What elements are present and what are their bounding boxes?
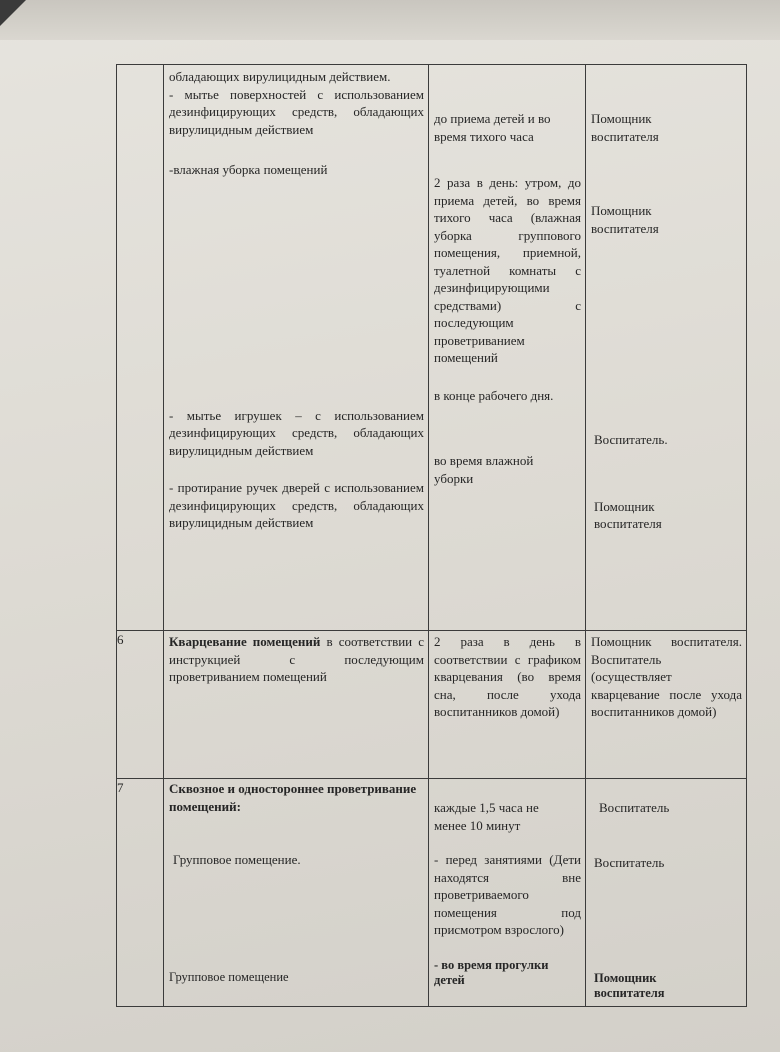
dark-corner (0, 0, 26, 26)
timing-cell (429, 65, 586, 631)
table-row (117, 631, 747, 779)
timing-text: каждые 1,5 часа не менее 10 минут (434, 800, 539, 833)
timing-text: в конце рабочего дня. (434, 387, 554, 403)
measure-text: обладающих вирулицидным действием. (169, 69, 391, 84)
responsible-text: Воспитатель. (594, 432, 668, 447)
measure-text: - мытье игрушек – с использованием дезинфицирующих средств, обладающих вирулицидным действием (169, 407, 424, 458)
table-row (117, 779, 747, 1007)
measure-title: Кварцевание помещений (169, 634, 321, 649)
timing-cell (429, 631, 586, 779)
responsible-text: Помощник воспитателя. Воспитатель (осуществляет кварцевание после ухода воспитанников домой) (591, 634, 742, 719)
responsible-cell (586, 779, 747, 1007)
timing-text: 2 раза в день в соответствии с графиком кварцевания (во время сна, после ухода воспитанников домой) (434, 634, 581, 719)
timing-cell (429, 779, 586, 1007)
responsible-text: Воспитатель (599, 800, 670, 815)
timing-text: - во время прогулки детей (434, 957, 549, 987)
table-row (117, 65, 747, 631)
responsible-text: Воспитатель (594, 854, 665, 870)
measures-cell (164, 631, 429, 779)
responsible-cell (586, 65, 747, 631)
row-number: 6 (117, 631, 164, 779)
timing-text: 2 раза в день: утром, до приема детей, во время тихого часа (влажная уборка группового помещения, приемной, туалетной комнаты с дезинфицирующими средствами) с последующим проветриванием помещений (434, 175, 581, 365)
responsible-cell (586, 631, 747, 779)
row-number: 7 (117, 779, 164, 1007)
responsible-text: Помощник воспитателя (591, 111, 659, 144)
measure-text (164, 633, 428, 686)
measure-text: Групповое помещение. (173, 852, 301, 867)
measures-table (116, 64, 747, 1007)
measure-text: - мытье поверхностей с использованием дезинфицирующих средств, обладающих вирулицидным действием (169, 86, 424, 137)
measure-title: Сквозное и одностороннее проветривание помещений: (169, 781, 417, 814)
responsible-text: Помощник воспитателя (591, 203, 659, 236)
responsible-text: Помощник воспитателя (594, 498, 662, 531)
measures-cell (164, 779, 429, 1007)
measures-cell (164, 65, 429, 631)
measure-description: в соответствии с инструкцией с последующим проветриванием помещений (169, 634, 424, 684)
responsible-text: Помощник воспитателя (594, 971, 665, 1000)
measure-text: Групповое помещение (169, 969, 289, 984)
timing-text: до приема детей и во время тихого часа (434, 111, 551, 144)
measure-text: - протирание ручек дверей с использованием дезинфицирующих средств, обладающих вирулицидным действием (169, 480, 424, 530)
page-fold-shadow (0, 0, 780, 40)
row-number (117, 65, 164, 631)
timing-text: - перед занятиями (Дети находятся вне проветриваемого помещения под присмотром взрослого) (434, 852, 581, 937)
timing-text: во время влажной уборки (434, 453, 534, 486)
measure-text: -влажная уборка помещений (169, 162, 328, 177)
